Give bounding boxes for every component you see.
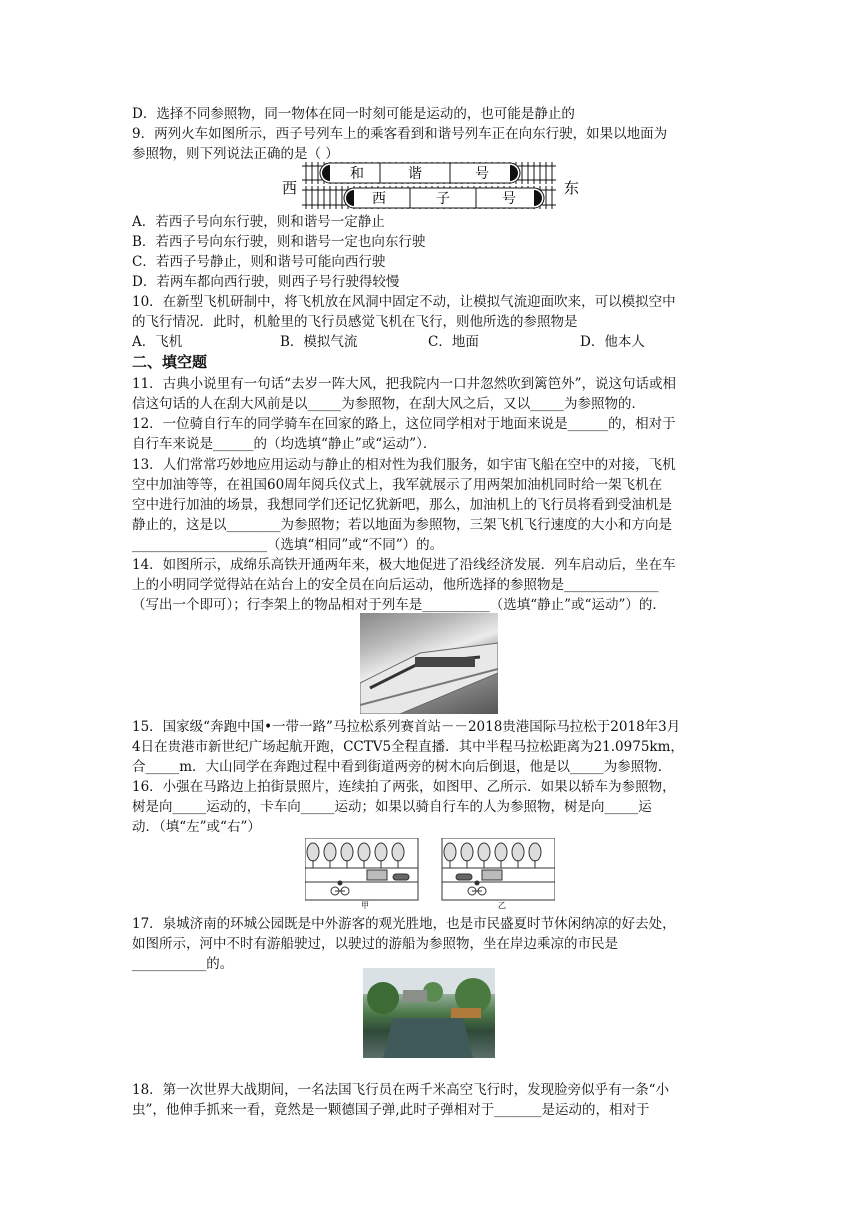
question-line: 的飞行情况．此时，机舱里的飞行员感觉飞机在飞行，则他所选的参照物是: [132, 314, 578, 330]
question-line: 虫”，他伸手抓来一看，竟然是一颗德国子弹,此时子弹相对于_______是运动的，相对于: [132, 1102, 650, 1118]
q10-option-b: B．模拟气流: [280, 334, 358, 350]
q10-option-c: C．地面: [428, 334, 479, 350]
question-line: 上的小明同学觉得站在站台上的安全员在向后运动，他所选择的参照物是______________: [132, 577, 659, 593]
question-line: 15．国家级“奔跑中国•一带一路”马拉松系列赛首站－－2018贵港国际马拉松于2018年3月: [132, 719, 681, 735]
question-line: 14．如图所示，成绵乐高铁开通两年来，极大地促进了沿线经济发展．列车启动后，坐在车: [132, 557, 676, 573]
question-line: 18．第一次世界大战期间，一名法国飞行员在两千米高空飞行时，发现脸旁似乎有一条“小: [132, 1082, 670, 1098]
question-line: 13．人们常常巧妙地应用运动与静止的相对性为我们服务，如宇宙飞船在空中的对接，飞机: [132, 457, 676, 473]
question-line: 4日在贵港市新世纪广场起航开跑，CCTV5全程直播．其中半程马拉松距离为21.0975km，: [132, 739, 684, 755]
street-scene-jia: [305, 838, 418, 900]
caption-jia: 甲: [361, 901, 369, 910]
question-line: 10．在新型飞机研制中，将飞机放在风洞中固定不动，让模拟气流迎面吹来，可以模拟空中: [132, 294, 676, 310]
ring-park-boat-photo: [363, 968, 495, 1058]
east-label: 东: [564, 179, 580, 197]
question-line: 自行车来说是______的（均选填“静止”或“运动”）．: [132, 436, 437, 452]
street-scene-yi: [442, 838, 555, 900]
xizi-char-3: 号: [502, 191, 516, 207]
question-line: （写出一个即可）；行李架上的物品相对于列车是__________（选填“静止”或“运动”）的．: [132, 597, 666, 613]
question-line: 空中进行加油的场景，我想同学们还记忆犹新吧，那么，加油机上的飞行员将看到受油机是: [132, 497, 672, 513]
question-line: 信这句话的人在刮大风前是以_____为参照物，在刮大风之后，又以_____为参照物的．: [132, 396, 645, 412]
q10-option-d: D．他本人: [580, 334, 645, 350]
question-line: 静止的，这是以________为参照物；若以地面为参照物，三架飞机飞行速度的大小和方向是: [132, 517, 672, 533]
train-diagram: [280, 160, 580, 214]
question-line: 12．一位骑自行车的同学骑车在回家的路上，这位同学相对于地面来说是______的，相对于: [132, 416, 676, 432]
question-line: 空中加油等等，在祖国60周年阅兵仪式上，我军就展示了用两架加油机同时给一架飞机在: [132, 477, 663, 493]
question-line: 16．小强在马路边上拍街景照片，连续拍了两张，如图甲、乙所示．如果以轿车为参照物，: [132, 779, 676, 795]
xizi-char-2: 子: [436, 191, 450, 207]
question-line: 9．两列火车如图所示，西子号列车上的乘客看到和谐号列车正在向东行驶，如果以地面为: [132, 126, 668, 142]
hexie-char-1: 和: [350, 166, 364, 182]
xizi-char-1: 西: [372, 191, 386, 207]
question-line: ___________的。: [132, 956, 234, 972]
question-line: 树是向_____运动的，卡车向_____运动；如果以骑自行车的人为参照物，树是向_____运: [132, 799, 652, 815]
section-heading: 二、填空题: [132, 353, 208, 371]
question-line: 合_____m．大山同学在奔跑过程中看到街道两旁的树木向后倒退，他是以_____为参照物．: [132, 759, 672, 775]
question-line: B．若西子号向东行驶，则和谐号一定也向东行驶: [132, 234, 426, 250]
question-line: C．若西子号静止，则和谐号可能向西行驶: [132, 254, 386, 270]
hexie-train: [320, 163, 520, 183]
xizi-train: [344, 188, 544, 208]
west-label: 西: [282, 179, 298, 197]
question-line: 17．泉城济南的环城公园既是中外游客的观光胜地，也是市民盛夏时节休闲纳凉的好去处，: [132, 916, 676, 932]
hexie-char-2: 谐: [408, 166, 422, 182]
question-line: 11．古典小说里有一句话“去岁一阵大风，把我院内一口井忽然吹到篱笆外”，说这句话或相: [132, 376, 676, 392]
question-line: A．若西子号向东行驶，则和谐号一定静止: [132, 214, 385, 230]
question-line: 参照物，则下列说法正确的是（ ）: [132, 146, 339, 162]
caption-yi: 乙: [498, 901, 506, 910]
question-line: 动．（填“左”或“右”）: [132, 819, 261, 835]
question-line: 如图所示，河中不时有游船驶过，以驶过的游船为参照物，坐在岸边乘凉的市民是: [132, 936, 618, 952]
question-line: D．选择不同参照物，同一物体在同一时刻可能是运动的，也可能是静止的: [132, 106, 575, 122]
high-speed-train-photo: [360, 613, 498, 714]
q10-option-a: A．飞机: [132, 334, 183, 350]
question-line: ____________________（选填“相同”或“不同”）的。: [132, 537, 444, 553]
hexie-char-3: 号: [475, 166, 489, 182]
street-scene-diagrams: [305, 838, 555, 910]
question-line: D．若两车都向西行驶，则西子号行驶得较慢: [132, 274, 400, 290]
